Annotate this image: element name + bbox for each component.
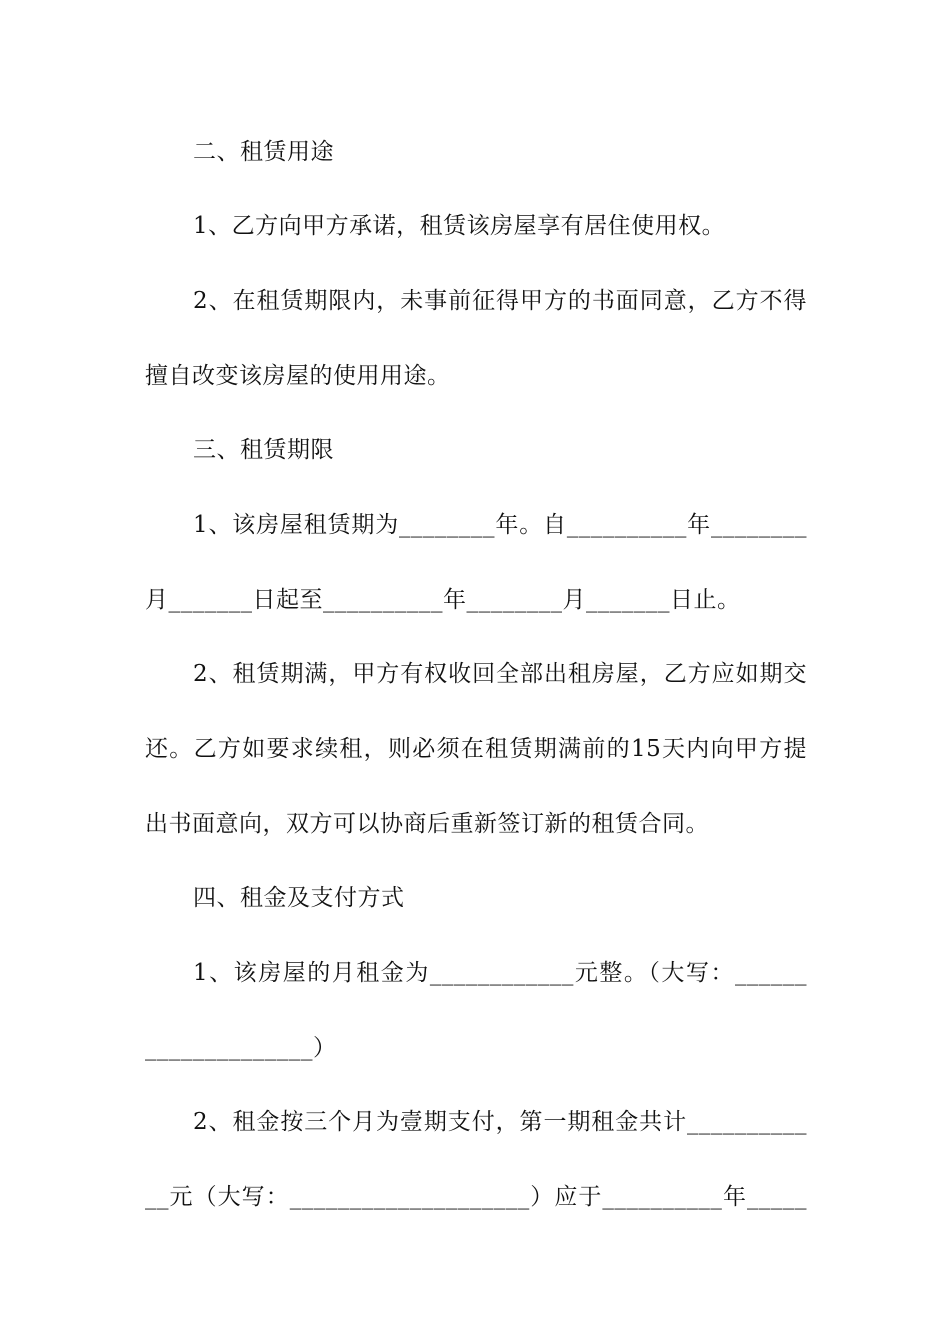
paragraph-line: 2、租金按三个月为壹期支付，第一期租金共计__________ [193, 1109, 807, 1135]
paragraph-line: 1、该房屋的月租金为____________元整。（大写：______ [193, 960, 807, 986]
paragraph-line: 2、租赁期满，甲方有权收回全部出租房屋，乙方应如期交 [193, 661, 807, 687]
paragraph-line: ______________） [145, 1035, 337, 1061]
paragraph-line: 2、在租赁期限内，未事前征得甲方的书面同意，乙方不得 [193, 288, 807, 314]
paragraph-line: 月_______日起至__________年________月_______日止。 [145, 587, 741, 613]
paragraph-line: __元（大写：____________________）应于__________年_____ [145, 1184, 807, 1210]
paragraph-line: 擅自改变该房屋的使用用途。 [145, 363, 451, 389]
paragraph-line: 1、乙方向甲方承诺，租赁该房屋享有居住使用权。 [193, 213, 726, 239]
section-heading-rental-purpose: 二、租赁用途 [193, 139, 334, 165]
section-heading-rent-payment: 四、租金及支付方式 [193, 885, 405, 911]
paragraph-line: 出书面意向，双方可以协商后重新签订新的租赁合同。 [145, 811, 709, 837]
paragraph-line: 还。乙方如要求续租，则必须在租赁期满前的15天内向甲方提 [145, 736, 807, 762]
paragraph-line: 1、该房屋租赁期为________年。自__________年________ [193, 512, 807, 538]
section-heading-rental-term: 三、租赁期限 [193, 437, 334, 463]
